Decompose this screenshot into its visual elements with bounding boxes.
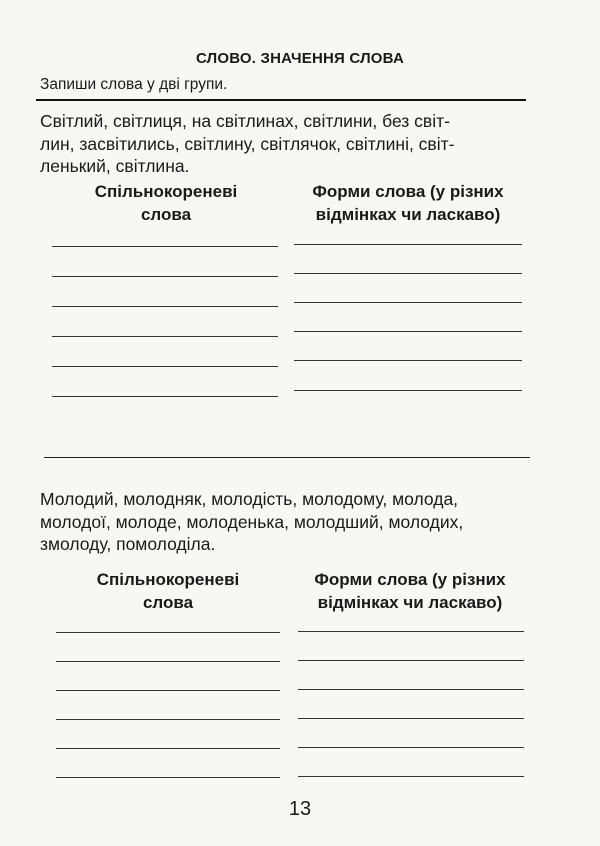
column-heading-line: відмінках чи ласкаво) (315, 205, 501, 224)
answer-line-right[interactable] (298, 689, 524, 690)
exercise-1-line: Світлий, світлиця, на світлинах, світлини, без світ- (40, 111, 450, 131)
exercise-1-line: ленький, світлина. (40, 156, 190, 176)
exercise-2-line: молодої, молоде, молоденька, молодший, молодих, (40, 511, 464, 532)
answer-line-right[interactable] (294, 302, 522, 303)
answer-line-left[interactable] (56, 748, 280, 749)
title-underline (36, 99, 526, 101)
task-instruction: Запиши слова у дві групи. (40, 76, 228, 93)
exercise-1-text (40, 110, 540, 178)
column-heading-line: слова (142, 593, 194, 612)
page-number: 13 (288, 798, 312, 820)
section-separator (44, 457, 530, 458)
exercise-2-line: Молодий, молодняк, молодість, молодому, молода, (40, 489, 459, 509)
answer-line-left[interactable] (52, 246, 278, 247)
answer-line-left[interactable] (52, 396, 278, 397)
answer-line-left[interactable] (56, 777, 280, 778)
page-title: СЛОВО. ЗНАЧЕННЯ СЛОВА (196, 50, 404, 67)
exercise-2-column-heading-related-words (54, 568, 282, 614)
answer-line-left[interactable] (56, 661, 280, 662)
exercise-1-column-heading-word-forms (290, 180, 526, 226)
answer-line-right[interactable] (294, 390, 522, 391)
answer-line-left[interactable] (52, 306, 278, 307)
column-heading-line: Спільнокореневі (94, 182, 238, 201)
answer-line-left[interactable] (52, 336, 278, 337)
answer-line-right[interactable] (294, 331, 522, 332)
answer-line-right[interactable] (298, 747, 524, 748)
answer-line-right[interactable] (294, 360, 522, 361)
answer-line-left[interactable] (52, 276, 278, 277)
answer-line-right[interactable] (298, 718, 524, 719)
exercise-2-column-heading-word-forms (292, 568, 528, 614)
column-heading-line: Форми слова (у різних (312, 182, 504, 201)
column-heading-line: Форми слова (у різних (314, 570, 506, 589)
answer-line-left[interactable] (56, 690, 280, 691)
answer-line-right[interactable] (294, 244, 522, 245)
exercise-2-line: змолоду, помолоділа. (40, 534, 216, 554)
answer-line-right[interactable] (298, 660, 524, 661)
column-heading-line: відмінках чи ласкаво) (317, 593, 503, 612)
exercise-1-column-heading-related-words (52, 180, 280, 226)
answer-line-right[interactable] (298, 776, 524, 777)
answer-line-left[interactable] (56, 632, 280, 633)
column-heading-line: Спільнокореневі (96, 570, 240, 589)
column-heading-line: слова (140, 205, 192, 224)
exercise-1-line: лин, засвітились, світлину, світлячок, світлині, світ- (40, 133, 455, 154)
exercise-2-text (40, 488, 540, 556)
answer-line-right[interactable] (294, 273, 522, 274)
answer-line-left[interactable] (52, 366, 278, 367)
answer-line-right[interactable] (298, 631, 524, 632)
answer-line-left[interactable] (56, 719, 280, 720)
